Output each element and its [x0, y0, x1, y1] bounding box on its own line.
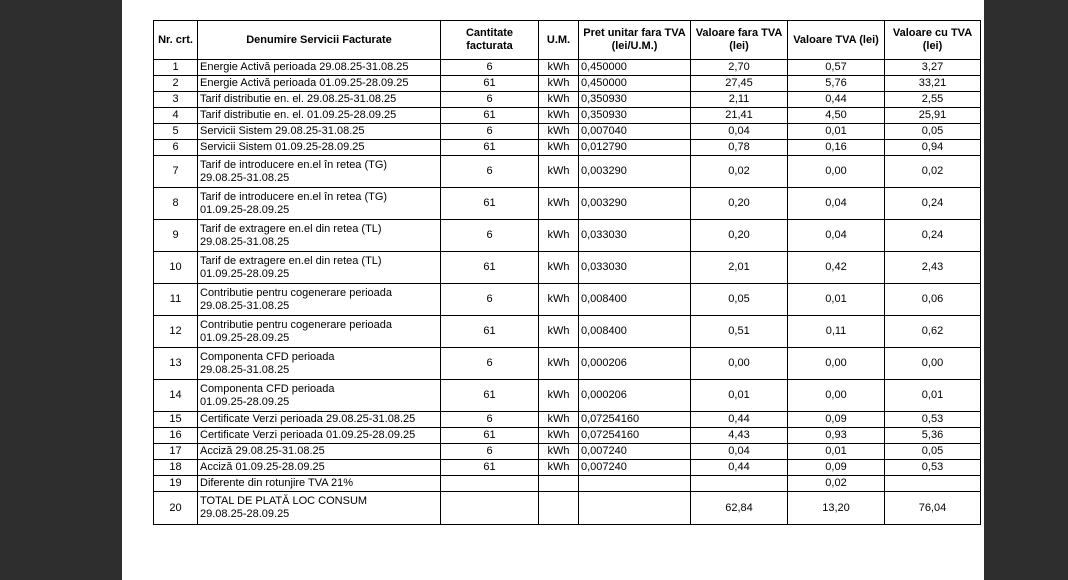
header-valoare-cu-tva: Valoare cu TVA (lei): [885, 21, 981, 60]
row-value-cu-tva: 0,53: [885, 460, 981, 476]
row-um: kWh: [539, 412, 579, 428]
row-value-tva: 0,16: [788, 140, 885, 156]
row-um: kWh: [539, 428, 579, 444]
row-quantity: 61: [441, 188, 539, 220]
row-value-fara-tva: 2,11: [691, 92, 788, 108]
row-quantity: [441, 476, 539, 492]
row-value-cu-tva: 5,36: [885, 428, 981, 444]
row-value-fara-tva: 0,02: [691, 156, 788, 188]
row-value-tva: 0,44: [788, 92, 885, 108]
row-quantity: 6: [441, 348, 539, 380]
row-value-fara-tva: 0,04: [691, 124, 788, 140]
row-quantity: 61: [441, 380, 539, 412]
row-service-name: [198, 348, 441, 380]
row-quantity: 61: [441, 252, 539, 284]
row-value-cu-tva: 0,00: [885, 348, 981, 380]
row-um: kWh: [539, 460, 579, 476]
invoice-page: [122, 0, 984, 580]
service-name-line2: 01.09.25-28.09.25: [200, 267, 290, 280]
row-value-tva: 0,00: [788, 348, 885, 380]
row-value-fara-tva: 0,78: [691, 140, 788, 156]
service-name-line1: Contributie pentru cogenerare perioada: [200, 286, 393, 299]
table-row: [154, 284, 981, 316]
row-value-tva: 0,42: [788, 252, 885, 284]
row-nr: 15: [154, 412, 198, 428]
table-row: [154, 316, 981, 348]
row-um: kWh: [539, 92, 579, 108]
row-nr: 2: [154, 76, 198, 92]
row-value-tva: 0,04: [788, 220, 885, 252]
total-nr: 20: [154, 492, 198, 525]
table-row: [154, 188, 981, 220]
row-nr: 4: [154, 108, 198, 124]
row-quantity: 61: [441, 316, 539, 348]
service-name-line1: Tarif de introducere en.el în retea (TG): [200, 158, 388, 171]
row-value-tva: 0,11: [788, 316, 885, 348]
row-value-cu-tva: 0,05: [885, 444, 981, 460]
table-row: [154, 412, 981, 428]
total-fara-tva: 62,84: [691, 492, 788, 525]
header-nr: Nr. crt.: [154, 21, 198, 60]
row-value-tva: 0,01: [788, 284, 885, 316]
service-name-line2: 01.09.25-28.09.25: [200, 395, 290, 408]
table-row: [154, 60, 981, 76]
row-unit-price: 0,000206: [579, 348, 691, 380]
row-nr: 1: [154, 60, 198, 76]
row-unit-price: 0,033030: [579, 220, 691, 252]
row-nr: 19: [154, 476, 198, 492]
row-quantity: 6: [441, 444, 539, 460]
row-unit-price: 0,012790: [579, 140, 691, 156]
row-value-cu-tva: 0,94: [885, 140, 981, 156]
table-row: [154, 460, 981, 476]
row-value-tva: 0,04: [788, 188, 885, 220]
row-um: kWh: [539, 108, 579, 124]
row-value-tva: 4,50: [788, 108, 885, 124]
row-value-cu-tva: 0,24: [885, 188, 981, 220]
service-name-line1: Energie Activă perioada 01.09.25-28.09.25: [200, 77, 409, 89]
table-row: [154, 108, 981, 124]
total-um: [539, 492, 579, 525]
row-service-name: [198, 188, 441, 220]
header-pret: Pret unitar fara TVA (lei/U.M.): [579, 21, 691, 60]
header-denumire: Denumire Servicii Facturate: [198, 21, 441, 60]
header-valoare-fara-tva: Valoare fara TVA (lei): [691, 21, 788, 60]
row-nr: 5: [154, 124, 198, 140]
row-service-name: [198, 476, 441, 492]
row-service-name: [198, 140, 441, 156]
table-row: [154, 92, 981, 108]
row-service-name: [198, 124, 441, 140]
row-unit-price: 0,07254160: [579, 412, 691, 428]
row-quantity: 61: [441, 428, 539, 444]
row-value-cu-tva: 0,24: [885, 220, 981, 252]
row-quantity: 6: [441, 124, 539, 140]
row-service-name: [198, 252, 441, 284]
row-nr: 3: [154, 92, 198, 108]
row-value-fara-tva: 0,05: [691, 284, 788, 316]
row-value-cu-tva: 0,02: [885, 156, 981, 188]
table-body: [154, 60, 981, 492]
service-name-line2: 29.08.25-31.08.25: [200, 299, 290, 312]
row-nr: 11: [154, 284, 198, 316]
service-name-line1: Acciză 01.09.25-28.09.25: [200, 461, 325, 473]
table-row: [154, 380, 981, 412]
row-unit-price: 0,033030: [579, 252, 691, 284]
row-value-fara-tva: 2,70: [691, 60, 788, 76]
service-name-line1: Servicii Sistem 29.08.25-31.08.25: [200, 125, 365, 137]
row-quantity: 6: [441, 156, 539, 188]
row-value-cu-tva: 0,62: [885, 316, 981, 348]
row-service-name: [198, 460, 441, 476]
service-name-line1: Diferente din rotunjire TVA 21%: [200, 477, 354, 489]
row-um: kWh: [539, 348, 579, 380]
service-name-line1: Certificate Verzi perioada 01.09.25-28.09.25: [200, 429, 416, 441]
row-value-fara-tva: 0,20: [691, 220, 788, 252]
row-value-cu-tva: 0,01: [885, 380, 981, 412]
row-value-cu-tva: 2,55: [885, 92, 981, 108]
row-unit-price: 0,450000: [579, 60, 691, 76]
row-unit-price: 0,008400: [579, 316, 691, 348]
row-quantity: 6: [441, 412, 539, 428]
row-value-fara-tva: 0,20: [691, 188, 788, 220]
row-value-cu-tva: 3,27: [885, 60, 981, 76]
service-name-line1: Tarif de extragere en.el din retea (TL): [200, 222, 382, 235]
table-row: [154, 476, 981, 492]
row-service-name: [198, 284, 441, 316]
row-value-fara-tva: 27,45: [691, 76, 788, 92]
row-unit-price: 0,007040: [579, 124, 691, 140]
row-nr: 17: [154, 444, 198, 460]
total-label-line2: 29.08.25-28.09.25: [200, 508, 290, 520]
row-service-name: [198, 380, 441, 412]
service-name-line1: Certificate Verzi perioada 29.08.25-31.08.25: [200, 413, 416, 425]
row-value-fara-tva: 2,01: [691, 252, 788, 284]
row-unit-price: 0,000206: [579, 380, 691, 412]
service-name-line1: Tarif distributie en. el. 01.09.25-28.09.25: [200, 109, 397, 121]
table-row: [154, 156, 981, 188]
row-service-name: [198, 108, 441, 124]
row-quantity: 6: [441, 220, 539, 252]
service-name-line2: 01.09.25-28.09.25: [200, 331, 290, 344]
header-valoare-tva: Valoare TVA (lei): [788, 21, 885, 60]
row-service-name: [198, 316, 441, 348]
row-unit-price: 0,450000: [579, 76, 691, 92]
service-name-line1: Contributie pentru cogenerare perioada: [200, 318, 393, 331]
service-name-line1: Tarif de introducere en.el în retea (TG): [200, 190, 388, 203]
table-row: [154, 348, 981, 380]
row-um: kWh: [539, 220, 579, 252]
header-um: U.M.: [539, 21, 579, 60]
row-quantity: 61: [441, 460, 539, 476]
row-unit-price: [579, 476, 691, 492]
row-nr: 14: [154, 380, 198, 412]
row-value-fara-tva: 4,43: [691, 428, 788, 444]
row-value-tva: 0,01: [788, 124, 885, 140]
total-row: [154, 492, 981, 525]
row-nr: 12: [154, 316, 198, 348]
header-cantitate: Cantitate facturata: [441, 21, 539, 60]
row-quantity: 61: [441, 76, 539, 92]
row-value-cu-tva: 2,43: [885, 252, 981, 284]
total-cu-tva: 76,04: [885, 492, 981, 525]
total-label: [198, 492, 441, 525]
row-quantity: 6: [441, 60, 539, 76]
total-qty: [441, 492, 539, 525]
row-value-tva: 0,09: [788, 460, 885, 476]
row-unit-price: 0,350930: [579, 92, 691, 108]
row-nr: 7: [154, 156, 198, 188]
row-um: kWh: [539, 380, 579, 412]
row-nr: 9: [154, 220, 198, 252]
service-name-line1: Tarif distributie en. el. 29.08.25-31.08.25: [200, 93, 397, 105]
row-unit-price: 0,350930: [579, 108, 691, 124]
row-value-tva: 0,93: [788, 428, 885, 444]
row-quantity: 61: [441, 140, 539, 156]
row-value-tva: 0,00: [788, 156, 885, 188]
row-nr: 10: [154, 252, 198, 284]
row-um: kWh: [539, 140, 579, 156]
service-name-line2: 01.09.25-28.09.25: [200, 203, 290, 216]
row-service-name: [198, 428, 441, 444]
row-service-name: [198, 92, 441, 108]
row-um: kWh: [539, 188, 579, 220]
row-um: kWh: [539, 316, 579, 348]
row-nr: 16: [154, 428, 198, 444]
total-price: [579, 492, 691, 525]
service-name-line1: Componenta CFD perioada: [200, 350, 335, 363]
row-quantity: 61: [441, 108, 539, 124]
row-unit-price: 0,007240: [579, 444, 691, 460]
row-unit-price: 0,007240: [579, 460, 691, 476]
row-value-fara-tva: 21,41: [691, 108, 788, 124]
row-value-cu-tva: 0,05: [885, 124, 981, 140]
table-row: [154, 252, 981, 284]
total-tva: 13,20: [788, 492, 885, 525]
row-um: kWh: [539, 284, 579, 316]
row-quantity: 6: [441, 92, 539, 108]
row-um: kWh: [539, 76, 579, 92]
table-row: [154, 76, 981, 92]
row-value-tva: 0,09: [788, 412, 885, 428]
row-value-tva: 0,02: [788, 476, 885, 492]
row-value-fara-tva: 0,51: [691, 316, 788, 348]
service-name-line1: Acciză 29.08.25-31.08.25: [200, 445, 325, 457]
row-value-tva: 0,57: [788, 60, 885, 76]
row-service-name: [198, 156, 441, 188]
row-nr: 18: [154, 460, 198, 476]
service-name-line2: 29.08.25-31.08.25: [200, 235, 290, 248]
row-nr: 13: [154, 348, 198, 380]
service-name-line2: 29.08.25-31.08.25: [200, 171, 290, 184]
total-label-line1: TOTAL DE PLATĂ LOC CONSUM: [200, 495, 368, 507]
row-value-cu-tva: 0,06: [885, 284, 981, 316]
row-value-cu-tva: 33,21: [885, 76, 981, 92]
table-row: [154, 428, 981, 444]
service-name-line1: Servicii Sistem 01.09.25-28.09.25: [200, 141, 365, 153]
row-value-tva: 0,01: [788, 444, 885, 460]
service-name-line2: 29.08.25-31.08.25: [200, 363, 290, 376]
row-service-name: [198, 412, 441, 428]
row-value-cu-tva: 0,53: [885, 412, 981, 428]
table-row: [154, 140, 981, 156]
row-value-fara-tva: 0,04: [691, 444, 788, 460]
table-row: [154, 444, 981, 460]
row-service-name: [198, 444, 441, 460]
row-value-fara-tva: 0,44: [691, 460, 788, 476]
service-name-line1: Energie Activă perioada 29.08.25-31.08.25: [200, 61, 409, 73]
row-um: kWh: [539, 156, 579, 188]
table-row: [154, 220, 981, 252]
row-value-cu-tva: 25,91: [885, 108, 981, 124]
row-nr: 8: [154, 188, 198, 220]
table-row: [154, 124, 981, 140]
row-value-tva: 5,76: [788, 76, 885, 92]
row-value-fara-tva: 0,01: [691, 380, 788, 412]
row-um: kWh: [539, 252, 579, 284]
row-unit-price: 0,008400: [579, 284, 691, 316]
row-nr: 6: [154, 140, 198, 156]
row-um: [539, 476, 579, 492]
row-unit-price: 0,003290: [579, 188, 691, 220]
row-unit-price: 0,07254160: [579, 428, 691, 444]
row-um: kWh: [539, 124, 579, 140]
service-name-line1: Tarif de extragere en.el din retea (TL): [200, 254, 382, 267]
row-value-tva: 0,00: [788, 380, 885, 412]
row-service-name: [198, 60, 441, 76]
row-um: kWh: [539, 444, 579, 460]
invoice-services-table: [153, 20, 981, 525]
row-value-fara-tva: 0,44: [691, 412, 788, 428]
table-header-row: [154, 21, 981, 60]
service-name-line1: Componenta CFD perioada: [200, 382, 335, 395]
row-quantity: 6: [441, 284, 539, 316]
row-service-name: [198, 220, 441, 252]
row-unit-price: 0,003290: [579, 156, 691, 188]
row-service-name: [198, 76, 441, 92]
row-value-fara-tva: 0,00: [691, 348, 788, 380]
row-value-fara-tva: [691, 476, 788, 492]
row-value-cu-tva: [885, 476, 981, 492]
row-um: kWh: [539, 60, 579, 76]
